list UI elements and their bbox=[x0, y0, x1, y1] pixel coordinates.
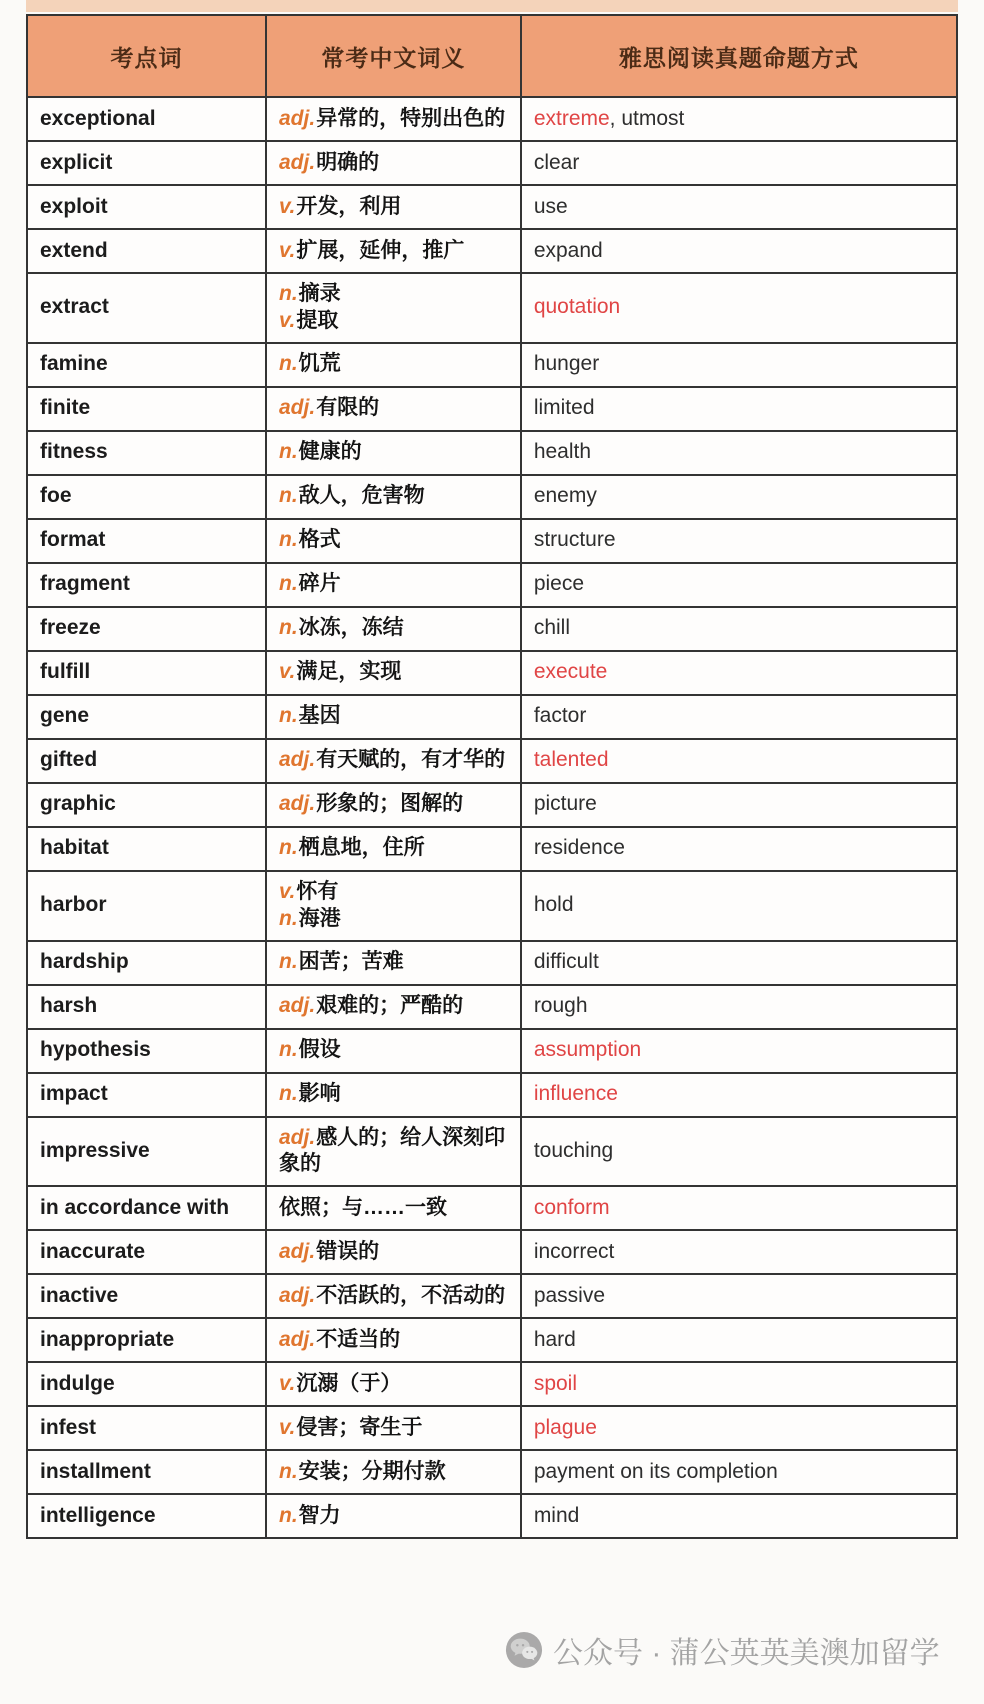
synonym: chill bbox=[533, 616, 570, 640]
part-of-speech-label: n. bbox=[279, 528, 298, 552]
synonym-highlighted: influence bbox=[533, 1082, 618, 1106]
keyword: gene bbox=[40, 704, 90, 728]
word-cell bbox=[27, 141, 266, 185]
meaning-cell bbox=[266, 1494, 521, 1538]
synonym: difficult bbox=[533, 950, 599, 974]
meaning-line bbox=[279, 1459, 510, 1486]
synonym-cell bbox=[521, 985, 957, 1029]
column-header-meaning: 常考中文词义 bbox=[266, 15, 521, 97]
table-row bbox=[27, 431, 957, 475]
meaning-cell bbox=[266, 941, 521, 985]
word-cell bbox=[27, 607, 266, 651]
meaning-line bbox=[279, 1125, 510, 1179]
table-row bbox=[27, 1230, 957, 1274]
synonym-cell bbox=[521, 1274, 957, 1318]
meaning-line bbox=[279, 1415, 510, 1442]
keyword: fitness bbox=[40, 440, 108, 464]
chinese-meaning: 满足，实现 bbox=[296, 660, 402, 684]
keyword: extract bbox=[40, 295, 109, 319]
part-of-speech-label: adj. bbox=[279, 150, 316, 174]
word-cell bbox=[27, 563, 266, 607]
meaning-cell bbox=[266, 871, 521, 941]
meaning-line bbox=[279, 703, 510, 730]
chinese-meaning: 困苦；苦难 bbox=[298, 950, 404, 974]
part-of-speech-label: n. bbox=[279, 836, 298, 860]
synonym-cell bbox=[521, 1362, 957, 1406]
part-of-speech-label: v. bbox=[279, 1371, 296, 1395]
meaning-line bbox=[279, 1195, 510, 1222]
part-of-speech-label: adj. bbox=[279, 1125, 316, 1149]
meaning-line bbox=[279, 993, 510, 1020]
table-row bbox=[27, 229, 957, 273]
synonym: touching bbox=[533, 1138, 614, 1162]
synonym-cell bbox=[521, 1117, 957, 1187]
synonym-cell bbox=[521, 1406, 957, 1450]
chinese-meaning: 不适当的 bbox=[316, 1327, 401, 1351]
table-row bbox=[27, 273, 957, 343]
keyword: inactive bbox=[40, 1283, 119, 1307]
watermark-text: 公众号 · 蒲公英英美澳加留学 bbox=[553, 1637, 940, 1670]
synonym-highlighted: talented bbox=[533, 748, 609, 772]
meaning-cell bbox=[266, 827, 521, 871]
part-of-speech-label: n. bbox=[279, 1038, 298, 1062]
synonym-cell bbox=[521, 1450, 957, 1494]
synonym: hold bbox=[533, 893, 574, 917]
chinese-meaning: 怀有 bbox=[296, 879, 339, 903]
part-of-speech-label: v. bbox=[279, 879, 296, 903]
chinese-meaning: 有限的 bbox=[316, 396, 380, 420]
meaning-line bbox=[279, 835, 510, 862]
meaning-cell bbox=[266, 185, 521, 229]
chinese-meaning: 敌人，危害物 bbox=[298, 484, 425, 508]
part-of-speech-label: n. bbox=[279, 1082, 298, 1106]
synonym-cell bbox=[521, 607, 957, 651]
keyword: hardship bbox=[40, 950, 129, 974]
word-cell bbox=[27, 739, 266, 783]
meaning-line bbox=[279, 308, 510, 335]
vocab-table-body bbox=[27, 97, 957, 1538]
synonym-cell bbox=[521, 97, 957, 141]
meaning-cell bbox=[266, 1362, 521, 1406]
keyword: extend bbox=[40, 238, 108, 262]
meaning-cell bbox=[266, 607, 521, 651]
table-row bbox=[27, 985, 957, 1029]
meaning-line bbox=[279, 527, 510, 554]
synonym: mind bbox=[533, 1503, 580, 1527]
meaning-cell bbox=[266, 1029, 521, 1073]
chinese-meaning: 影响 bbox=[298, 1082, 341, 1106]
word-cell bbox=[27, 871, 266, 941]
word-cell bbox=[27, 651, 266, 695]
chinese-meaning: 艰难的；严酷的 bbox=[316, 994, 464, 1018]
synonym-cell bbox=[521, 1186, 957, 1230]
table-row bbox=[27, 1029, 957, 1073]
meaning-line bbox=[279, 1239, 510, 1266]
keyword: inaccurate bbox=[40, 1239, 146, 1263]
synonym: passive bbox=[533, 1283, 606, 1307]
table-row bbox=[27, 1318, 957, 1362]
word-cell bbox=[27, 985, 266, 1029]
word-cell bbox=[27, 1274, 266, 1318]
meaning-cell bbox=[266, 1117, 521, 1187]
table-row bbox=[27, 475, 957, 519]
vocab-table-head bbox=[27, 15, 957, 97]
part-of-speech-label: v. bbox=[279, 660, 296, 684]
synonym: rough bbox=[533, 994, 588, 1018]
word-cell bbox=[27, 273, 266, 343]
synonym-cell bbox=[521, 871, 957, 941]
part-of-speech-label: adj. bbox=[279, 1283, 316, 1307]
keyword: harbor bbox=[40, 893, 107, 917]
table-row bbox=[27, 739, 957, 783]
part-of-speech-label: n. bbox=[279, 484, 298, 508]
keyword: infest bbox=[40, 1415, 97, 1439]
meaning-line bbox=[279, 439, 510, 466]
word-cell bbox=[27, 1318, 266, 1362]
keyword: explicit bbox=[40, 150, 113, 174]
table-row bbox=[27, 97, 957, 141]
part-of-speech-label: n. bbox=[279, 352, 298, 376]
table-row bbox=[27, 387, 957, 431]
meaning-line bbox=[279, 615, 510, 642]
meaning-cell bbox=[266, 519, 521, 563]
vocab-table bbox=[26, 14, 958, 1539]
synonym: hard bbox=[533, 1327, 576, 1351]
meaning-line bbox=[279, 879, 510, 906]
meaning-line bbox=[279, 1371, 510, 1398]
chinese-meaning: 摘录 bbox=[298, 282, 341, 305]
chinese-meaning: 安装；分期付款 bbox=[298, 1459, 446, 1483]
chinese-meaning: 形象的；图解的 bbox=[316, 792, 464, 816]
part-of-speech-label: adj. bbox=[279, 792, 316, 816]
meaning-line bbox=[279, 194, 510, 221]
table-row bbox=[27, 343, 957, 387]
meaning-line bbox=[279, 747, 510, 774]
meaning-line bbox=[279, 571, 510, 598]
part-of-speech-label: adj. bbox=[279, 1239, 316, 1263]
synonym-cell bbox=[521, 229, 957, 273]
synonym-highlighted: extreme bbox=[533, 106, 610, 130]
chinese-meaning: 饥荒 bbox=[298, 352, 341, 376]
meaning-cell bbox=[266, 1230, 521, 1274]
word-cell bbox=[27, 827, 266, 871]
part-of-speech-label: v. bbox=[279, 308, 296, 332]
word-cell bbox=[27, 1117, 266, 1187]
part-of-speech-label: n. bbox=[279, 440, 298, 464]
meaning-cell bbox=[266, 739, 521, 783]
synonym-cell bbox=[521, 1073, 957, 1117]
table-row bbox=[27, 141, 957, 185]
part-of-speech-label: adj. bbox=[279, 106, 316, 130]
meaning-cell bbox=[266, 695, 521, 739]
keyword: famine bbox=[40, 352, 108, 376]
meaning-cell bbox=[266, 229, 521, 273]
synonym: , utmost bbox=[609, 106, 685, 130]
part-of-speech-label: adj. bbox=[279, 994, 316, 1018]
table-row bbox=[27, 827, 957, 871]
keyword: in accordance with bbox=[40, 1195, 230, 1219]
table-row bbox=[27, 783, 957, 827]
word-cell bbox=[27, 941, 266, 985]
word-cell bbox=[27, 1073, 266, 1117]
header-row bbox=[27, 15, 957, 97]
meaning-cell bbox=[266, 141, 521, 185]
table-row bbox=[27, 1494, 957, 1538]
part-of-speech-label: n. bbox=[279, 950, 298, 974]
keyword: installment bbox=[40, 1459, 151, 1483]
chinese-meaning: 栖息地，住所 bbox=[298, 836, 425, 860]
synonym-cell bbox=[521, 185, 957, 229]
meaning-cell bbox=[266, 475, 521, 519]
table-row bbox=[27, 1274, 957, 1318]
synonym-highlighted: plague bbox=[533, 1415, 597, 1439]
word-cell bbox=[27, 229, 266, 273]
part-of-speech-label: adj. bbox=[279, 748, 316, 772]
synonym-cell bbox=[521, 273, 957, 343]
synonym-cell bbox=[521, 343, 957, 387]
part-of-speech-label: n. bbox=[279, 572, 298, 596]
keyword: harsh bbox=[40, 994, 98, 1018]
table-row bbox=[27, 695, 957, 739]
meaning-cell bbox=[266, 387, 521, 431]
table-row bbox=[27, 607, 957, 651]
meaning-cell bbox=[266, 97, 521, 141]
page-top-strip bbox=[26, 0, 958, 12]
synonym: factor bbox=[533, 704, 587, 728]
chinese-meaning: 假设 bbox=[298, 1038, 341, 1062]
word-cell bbox=[27, 1230, 266, 1274]
meaning-line bbox=[279, 791, 510, 818]
chinese-meaning: 智力 bbox=[298, 1503, 341, 1527]
synonym-highlighted: conform bbox=[533, 1195, 610, 1219]
meaning-cell bbox=[266, 431, 521, 475]
keyword: finite bbox=[40, 396, 91, 420]
table-row bbox=[27, 651, 957, 695]
chinese-meaning: 基因 bbox=[298, 704, 341, 728]
synonym: clear bbox=[533, 150, 580, 174]
chinese-meaning: 沉溺（于） bbox=[296, 1371, 402, 1395]
keyword: inappropriate bbox=[40, 1327, 175, 1351]
synonym: payment on its completion bbox=[533, 1459, 778, 1483]
meaning-cell bbox=[266, 651, 521, 695]
word-cell bbox=[27, 783, 266, 827]
part-of-speech-label: adj. bbox=[279, 396, 316, 420]
synonym-highlighted: spoil bbox=[533, 1371, 578, 1395]
meaning-line bbox=[279, 949, 510, 976]
meaning-cell bbox=[266, 1186, 521, 1230]
part-of-speech-label: n. bbox=[279, 1459, 298, 1483]
meaning-cell bbox=[266, 1450, 521, 1494]
part-of-speech-label: adj. bbox=[279, 1327, 316, 1351]
keyword: fulfill bbox=[40, 660, 91, 684]
synonym: incorrect bbox=[533, 1239, 615, 1263]
meaning-cell bbox=[266, 985, 521, 1029]
synonym-cell bbox=[521, 783, 957, 827]
word-cell bbox=[27, 387, 266, 431]
keyword: indulge bbox=[40, 1371, 115, 1395]
meaning-cell bbox=[266, 1318, 521, 1362]
meaning-line bbox=[279, 659, 510, 686]
synonym-highlighted: assumption bbox=[533, 1038, 642, 1062]
vocab-table-container bbox=[26, 14, 958, 1539]
part-of-speech-label: n. bbox=[279, 616, 298, 640]
meaning-line bbox=[279, 106, 510, 133]
meaning-line bbox=[279, 281, 510, 308]
synonym: expand bbox=[533, 238, 603, 262]
synonym-highlighted: quotation bbox=[533, 295, 621, 319]
synonym-cell bbox=[521, 431, 957, 475]
synonym-cell bbox=[521, 1029, 957, 1073]
synonym: structure bbox=[533, 528, 616, 552]
part-of-speech-label: v. bbox=[279, 238, 296, 262]
synonym-cell bbox=[521, 1494, 957, 1538]
meaning-line bbox=[279, 150, 510, 177]
meaning-cell bbox=[266, 563, 521, 607]
meaning-line bbox=[279, 238, 510, 265]
chinese-meaning: 健康的 bbox=[298, 440, 362, 464]
keyword: freeze bbox=[40, 616, 101, 640]
word-cell bbox=[27, 97, 266, 141]
synonym-cell bbox=[521, 695, 957, 739]
table-row bbox=[27, 563, 957, 607]
synonym: enemy bbox=[533, 484, 597, 508]
column-header-word: 考点词 bbox=[27, 15, 266, 97]
chinese-meaning: 侵害；寄生于 bbox=[296, 1415, 423, 1439]
chinese-meaning: 错误的 bbox=[316, 1239, 380, 1263]
chinese-meaning: 依照；与……一致 bbox=[279, 1195, 447, 1219]
meaning-cell bbox=[266, 1406, 521, 1450]
keyword: gifted bbox=[40, 748, 98, 772]
chinese-meaning: 提取 bbox=[296, 308, 339, 332]
meaning-line bbox=[279, 1037, 510, 1064]
chinese-meaning: 有天赋的，有才华的 bbox=[316, 748, 506, 772]
table-row bbox=[27, 1073, 957, 1117]
synonym: health bbox=[533, 440, 592, 464]
synonym: use bbox=[533, 194, 568, 218]
meaning-cell bbox=[266, 273, 521, 343]
synonym-cell bbox=[521, 739, 957, 783]
synonym: residence bbox=[533, 836, 625, 860]
word-cell bbox=[27, 475, 266, 519]
chinese-meaning: 格式 bbox=[298, 528, 341, 552]
keyword: graphic bbox=[40, 792, 116, 816]
chinese-meaning: 海港 bbox=[298, 906, 341, 930]
word-cell bbox=[27, 343, 266, 387]
keyword: exploit bbox=[40, 194, 108, 218]
keyword: exceptional bbox=[40, 106, 156, 130]
meaning-cell bbox=[266, 343, 521, 387]
synonym-cell bbox=[521, 387, 957, 431]
chinese-meaning: 碎片 bbox=[298, 572, 341, 596]
meaning-line bbox=[279, 395, 510, 422]
part-of-speech-label: v. bbox=[279, 1415, 296, 1439]
keyword: habitat bbox=[40, 836, 109, 860]
table-row bbox=[27, 941, 957, 985]
synonym: hunger bbox=[533, 352, 600, 376]
synonym: piece bbox=[533, 572, 585, 596]
synonym-highlighted: execute bbox=[533, 660, 608, 684]
keyword: format bbox=[40, 528, 106, 552]
meaning-cell bbox=[266, 1274, 521, 1318]
chinese-meaning: 冰冻，冻结 bbox=[298, 616, 404, 640]
watermark bbox=[505, 1628, 940, 1672]
keyword: intelligence bbox=[40, 1503, 156, 1527]
word-cell bbox=[27, 519, 266, 563]
synonym-cell bbox=[521, 519, 957, 563]
meaning-cell bbox=[266, 1073, 521, 1117]
meaning-line bbox=[279, 1283, 510, 1310]
meaning-line bbox=[279, 351, 510, 378]
keyword: hypothesis bbox=[40, 1038, 151, 1062]
meaning-line bbox=[279, 906, 510, 933]
table-row bbox=[27, 1117, 957, 1187]
word-cell bbox=[27, 1494, 266, 1538]
synonym-cell bbox=[521, 1230, 957, 1274]
part-of-speech-label: n. bbox=[279, 1503, 298, 1527]
table-row bbox=[27, 871, 957, 941]
synonym: picture bbox=[533, 792, 597, 816]
meaning-line bbox=[279, 1081, 510, 1108]
synonym-cell bbox=[521, 651, 957, 695]
keyword: foe bbox=[40, 484, 72, 508]
table-row bbox=[27, 1362, 957, 1406]
part-of-speech-label: n. bbox=[279, 704, 298, 728]
chinese-meaning: 感人的；给人深刻印象的 bbox=[279, 1125, 506, 1176]
part-of-speech-label: n. bbox=[279, 906, 298, 930]
column-header-synonym: 雅思阅读真题命题方式 bbox=[521, 15, 957, 97]
meaning-line bbox=[279, 483, 510, 510]
meaning-cell bbox=[266, 783, 521, 827]
word-cell bbox=[27, 1029, 266, 1073]
word-cell bbox=[27, 185, 266, 229]
table-row bbox=[27, 1186, 957, 1230]
word-cell bbox=[27, 1406, 266, 1450]
chinese-meaning: 扩展，延伸，推广 bbox=[296, 238, 465, 262]
table-row bbox=[27, 1450, 957, 1494]
keyword: impact bbox=[40, 1082, 108, 1106]
meaning-line bbox=[279, 1327, 510, 1354]
word-cell bbox=[27, 431, 266, 475]
synonym-cell bbox=[521, 475, 957, 519]
synonym-cell bbox=[521, 141, 957, 185]
synonym: limited bbox=[533, 396, 595, 420]
wechat-icon bbox=[505, 1631, 543, 1669]
meaning-line bbox=[279, 1503, 510, 1530]
table-row bbox=[27, 1406, 957, 1450]
part-of-speech-label: n. bbox=[279, 282, 298, 305]
part-of-speech-label: v. bbox=[279, 194, 296, 218]
synonym-cell bbox=[521, 941, 957, 985]
chinese-meaning: 不活跃的，不活动的 bbox=[316, 1283, 506, 1307]
keyword: impressive bbox=[40, 1138, 150, 1162]
word-cell bbox=[27, 1186, 266, 1230]
synonym-cell bbox=[521, 827, 957, 871]
synonym-cell bbox=[521, 563, 957, 607]
synonym-cell bbox=[521, 1318, 957, 1362]
keyword: fragment bbox=[40, 572, 130, 596]
chinese-meaning: 异常的，特别出色的 bbox=[316, 106, 506, 130]
word-cell bbox=[27, 695, 266, 739]
word-cell bbox=[27, 1362, 266, 1406]
table-row bbox=[27, 519, 957, 563]
table-row bbox=[27, 185, 957, 229]
chinese-meaning: 明确的 bbox=[316, 150, 380, 174]
word-cell bbox=[27, 1450, 266, 1494]
chinese-meaning: 开发，利用 bbox=[296, 194, 402, 218]
